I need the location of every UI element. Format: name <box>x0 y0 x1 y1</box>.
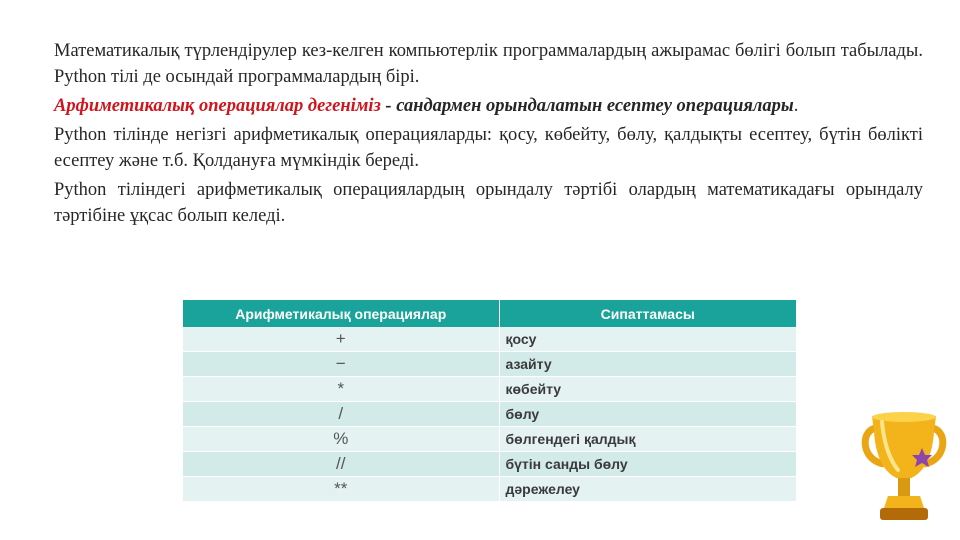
operations-table <box>183 300 796 502</box>
table-row <box>183 352 796 377</box>
operator-cell: % <box>183 427 499 452</box>
main-text <box>54 38 923 232</box>
table-row <box>183 427 796 452</box>
table-row <box>183 452 796 477</box>
table-header-row <box>183 300 796 327</box>
operator-cell: / <box>183 402 499 427</box>
paragraph-operations: Python тілінде негізгі арифметикалық операцияларды: қосу, көбейту, бөлу, қалдықты есептеу, бүтін бөлікті есептеу және т.б. Қолдануға мүмкіндік береді. <box>54 125 923 171</box>
definition-dash: - <box>380 96 397 116</box>
description-cell: азайту <box>499 352 796 377</box>
description-cell: көбейту <box>499 377 796 402</box>
table-row <box>183 377 796 402</box>
definition-period: . <box>793 96 799 116</box>
operator-cell: + <box>183 327 499 352</box>
description-cell: бөлу <box>499 402 796 427</box>
table-row <box>183 402 796 427</box>
description-cell: қосу <box>499 327 796 352</box>
definition-text: сандармен орындалатын есептеу операциялары <box>396 96 794 116</box>
operator-cell: * <box>183 377 499 402</box>
paragraph-intro: Математикалық түрлендірулер кез-келген компьютерлік программалардың ажырамас бөлігі болып табылады. Python тілі де осындай программалардың бірі. <box>54 41 923 87</box>
definition-term: Арфиметикалық операциялар дегеніміз <box>54 96 381 116</box>
operator-cell: ** <box>183 477 499 502</box>
operator-cell: // <box>183 452 499 477</box>
operator-cell: − <box>183 352 499 377</box>
header-operations: Арифметикалық операциялар <box>183 300 499 327</box>
header-description: Сипаттамасы <box>499 300 796 327</box>
paragraph-order: Python тіліндегі арифметикалық операциялардың орындалу тәртібі олардың математикадағы орындалу тәртібіне ұқсас болып келеді. <box>54 180 923 226</box>
description-cell: бөлгендегі қалдық <box>499 427 796 452</box>
table-row <box>183 477 796 502</box>
description-cell: бүтін санды бөлу <box>499 452 796 477</box>
trophy-icon <box>858 408 950 526</box>
description-cell: дәрежелеу <box>499 477 796 502</box>
paragraph-definition <box>54 93 923 119</box>
table-row <box>183 327 796 352</box>
